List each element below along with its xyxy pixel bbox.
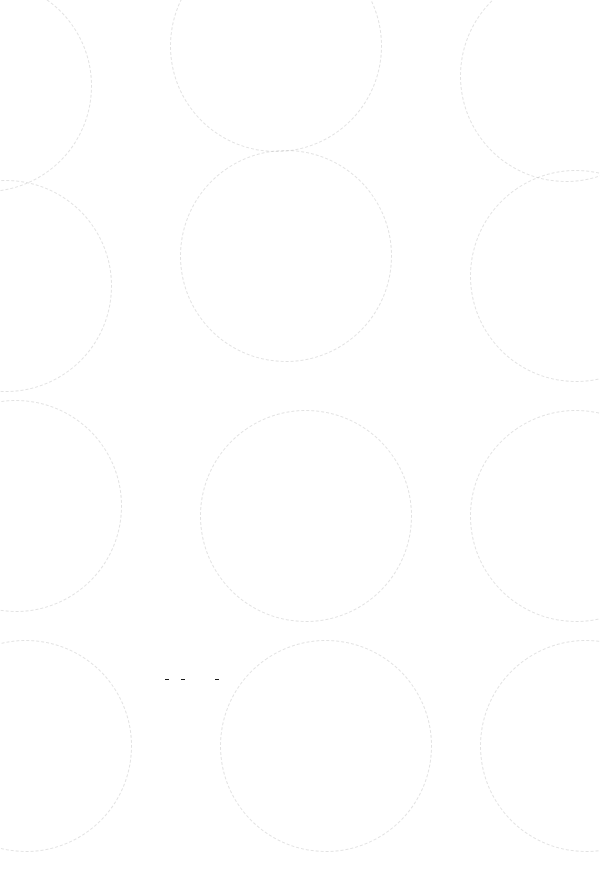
fraction-numerator (181, 679, 185, 680)
fraction-numerator (165, 679, 169, 680)
fraction-numerator (215, 679, 219, 680)
fraction-q-over-c (165, 679, 169, 680)
voltage-formula (153, 655, 219, 703)
fraction-one-over-c (181, 679, 185, 680)
fraction-it-over-c (215, 679, 219, 680)
